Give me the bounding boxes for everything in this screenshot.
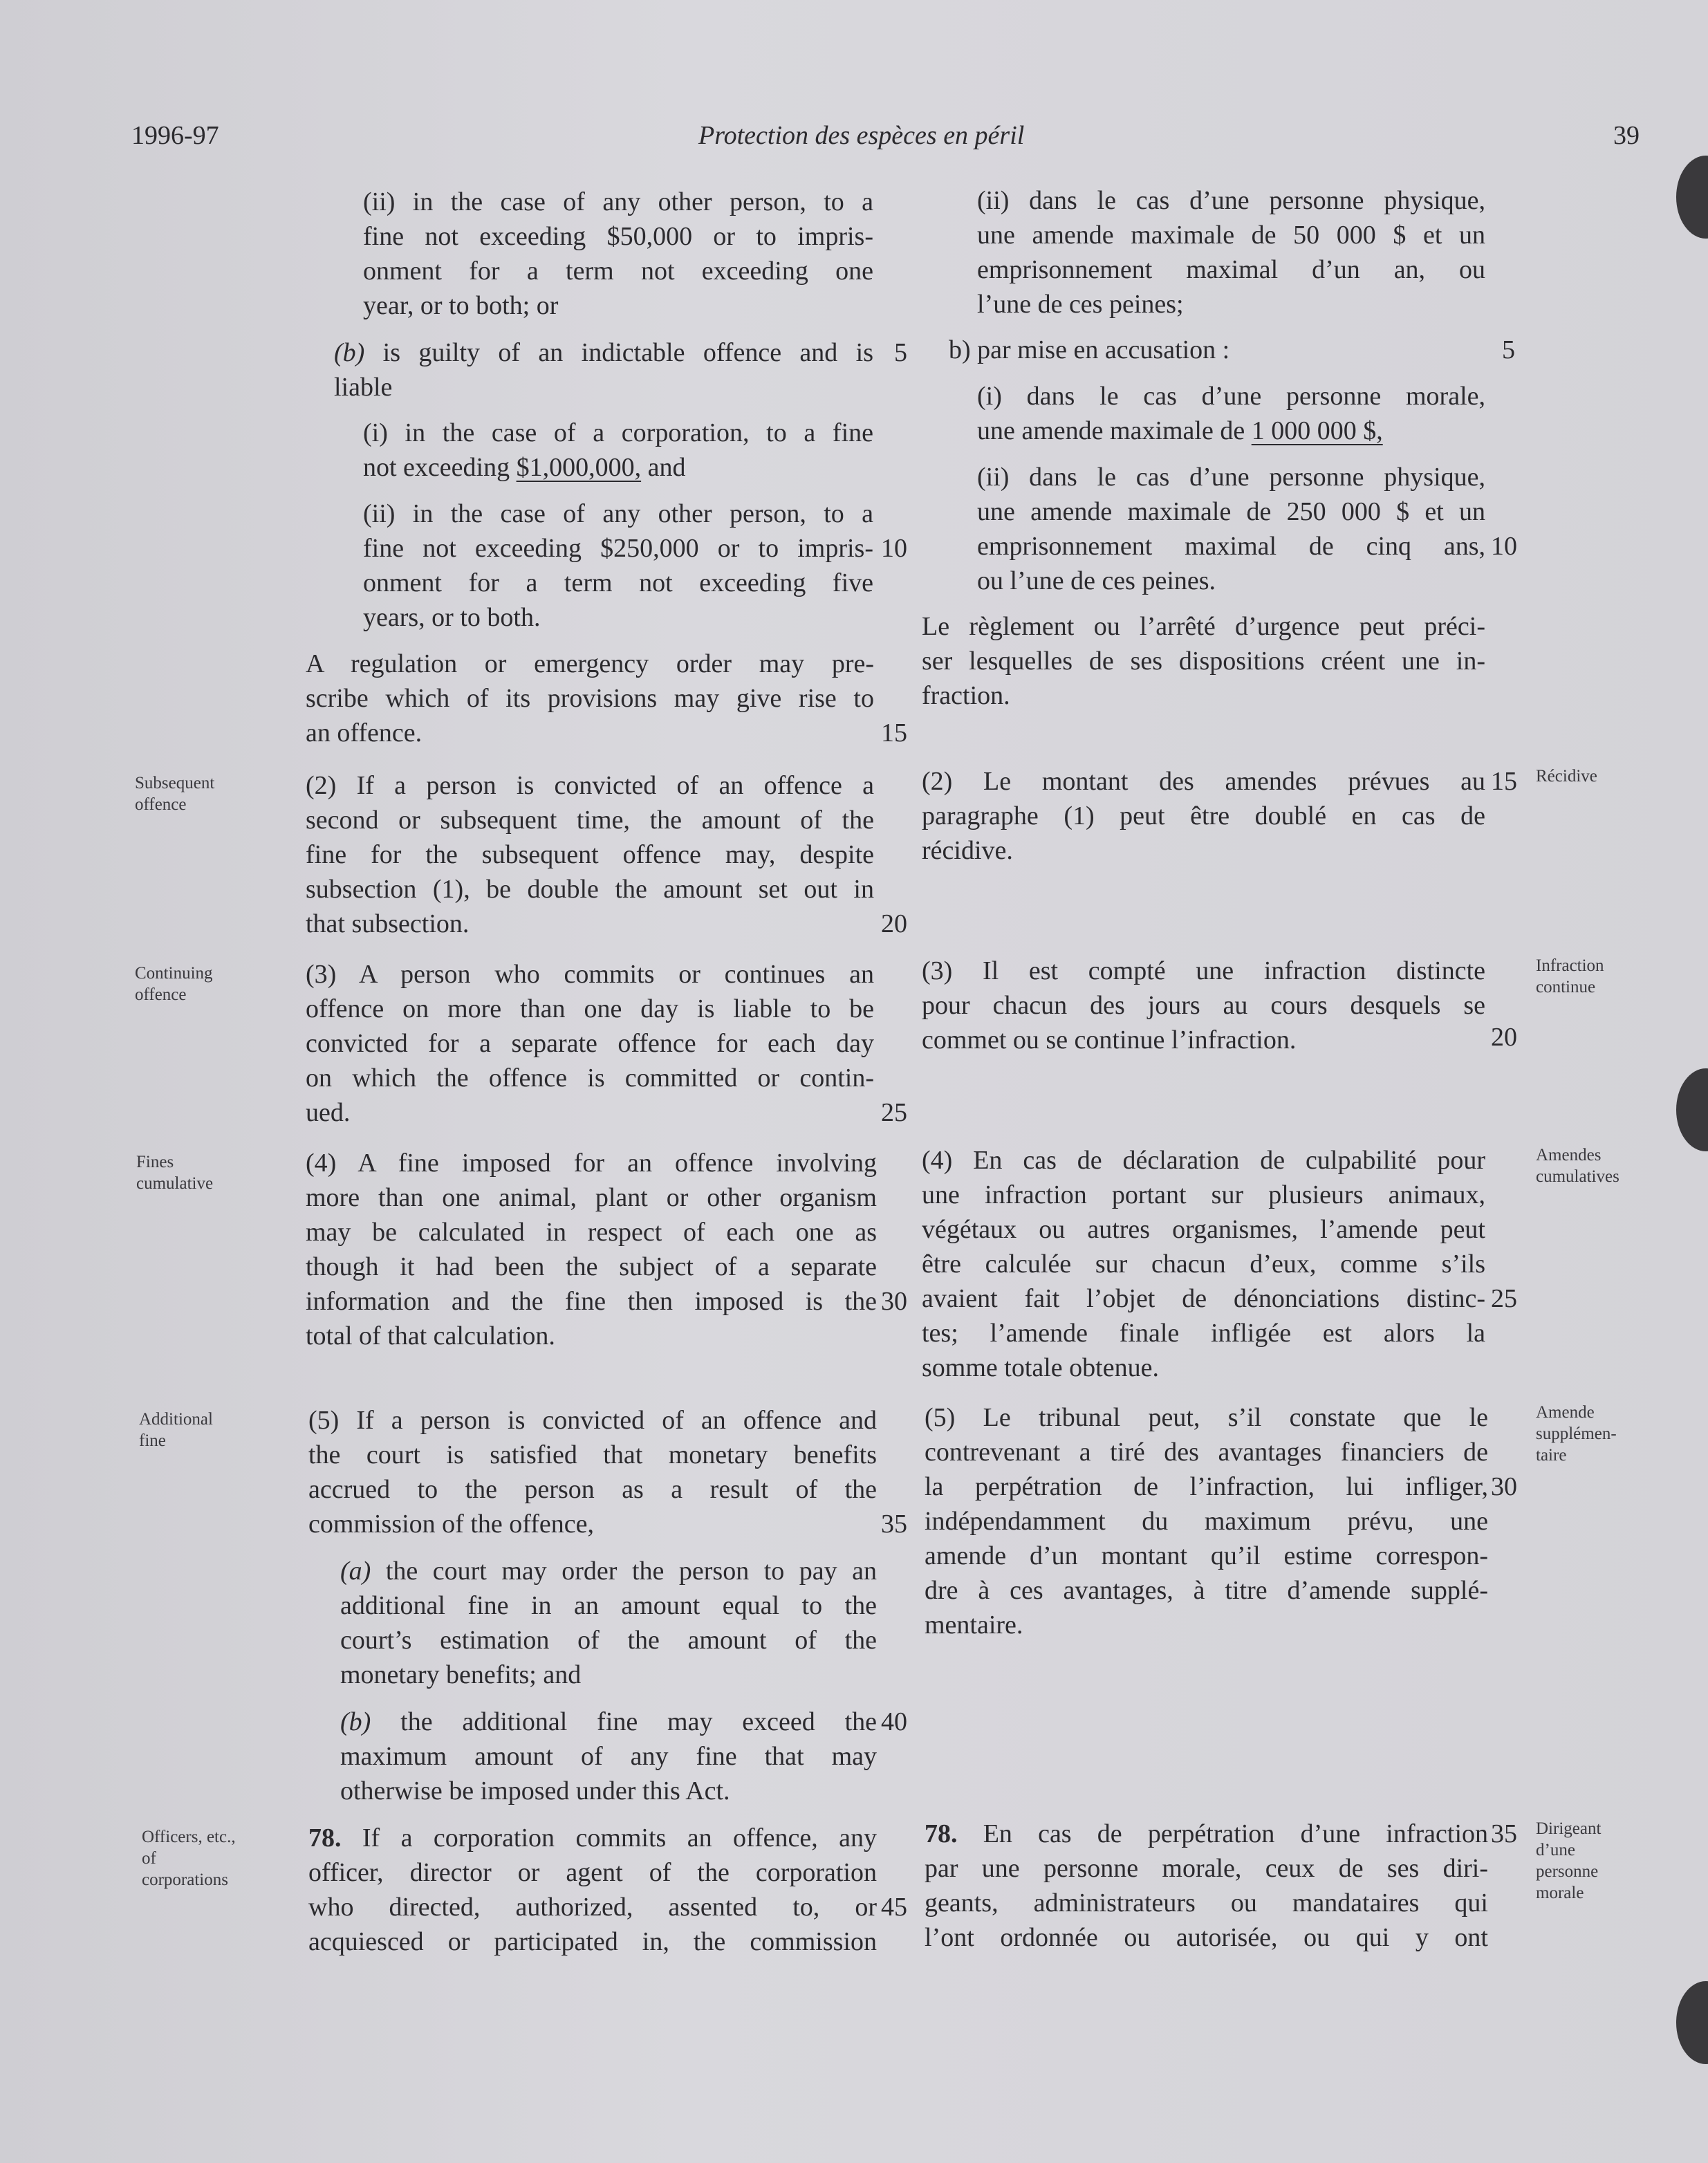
- margin-note-officers-corporations: Officers, etc., of corporations: [142, 1828, 236, 1889]
- en-section-78: 78. If a corporation commits an offence, any officer, director or agent of the corporation who directed, authorized, assented to, or acquiesced or participated in, the commission: [308, 1823, 877, 1956]
- en-para-b-i: (i) in the case of a corporation, to a fine not exceeding $1,000,000, and: [363, 418, 873, 482]
- margin-note-additional-fine: Additional fine: [139, 1410, 213, 1450]
- en-line-number: 20: [881, 909, 907, 938]
- fr-line-number: 15: [1491, 767, 1517, 796]
- en-subsection-5: (5) If a person is convicted of an offence and the court is satisfied that monetary benefits accrued to the person as a result of the commission of the offence,: [308, 1406, 877, 1539]
- fr-subsection-5: (5) Le tribunal peut, s’il constate que le contrevenant a tiré des avantages financiers de la perpétration de l’infraction, lui infliger, indépendamment du maximum prévu, une amende d’un montant qu’il estime correspon- dre à ces avantages, à titre d’amende supplé- mentaire.: [925, 1403, 1488, 1640]
- en-subsection-2: (2) If a person is convicted of an offence a second or subsequent time, the amount of the fine for the subsequent offence may, despite subsection (1), be double the amount set out in that subsection.: [306, 771, 874, 938]
- margin-note-fines-cumulative: Fines cumulative: [136, 1153, 214, 1193]
- en-line-number: 45: [881, 1893, 907, 1922]
- margin-note-continuing-offence: Continuing offence: [135, 964, 213, 1004]
- en-para-b-ii: (ii) in the case of any other person, to a fine not exceeding $250,000 or to impris- onment for a term not exceeding five years, or to both.: [363, 499, 873, 632]
- en-line-number: 10: [881, 534, 907, 563]
- en-subsection-3: (3) A person who commits or continues an offence on more than one day is liable to be convicted for a separate offence for each day on which the offence is committed or contin- ued.: [306, 960, 874, 1127]
- en-regulation-para: A regulation or emergency order may pre- scribe which of its provisions may give rise to an offence.: [306, 649, 874, 748]
- fr-para-b-ii: (ii) dans le cas d’une personne physique, une amende maximale de 250 000 $ et un emprisonnement maximal de cinq ans, ou l’une de ces peines.: [977, 463, 1485, 595]
- fr-para-b-i: (i) dans le cas d’une personne morale, une amende maximale de 1 000 000 $,: [977, 382, 1485, 445]
- en-line-number: 15: [881, 718, 907, 748]
- fr-subsection-4: (4) En cas de déclaration de culpabilité pour une infraction portant sur plusieurs animaux, végétaux ou autres organismes, l’amende peut être calculée sur chacun d’eux, comme s’ils avaient fait l’objet de dénonciations distinc- tes; l’amende finale infligée est alors la somme totale obtenue.: [922, 1146, 1485, 1382]
- en-para-b: (b) is guilty of an indictable offence and is liable: [334, 338, 873, 402]
- page-number: 39: [1613, 121, 1640, 150]
- en-subsection-4: (4) A fine imposed for an offence involving more than one animal, plant or other organism may be calculated in respect of each one as though it had been the subject of a separate information and the fine then imposed is the total of that calculation.: [306, 1149, 877, 1350]
- margin-note-amende-supplementaire: Amende supplémen- taire: [1536, 1403, 1617, 1465]
- en-line-number: 30: [881, 1287, 907, 1316]
- en-para-5b: (b) the additional fine may exceed the maximum amount of any fine that may otherwise be imposed under this Act.: [340, 1707, 878, 1805]
- en-line-number: 35: [881, 1510, 907, 1539]
- fr-line-number: 30: [1491, 1472, 1517, 1501]
- en-para-a-ii: (ii) in the case of any other person, to a fine not exceeding $50,000 or to impris- onment for a term not exceeding one year, or to both; or: [363, 187, 873, 320]
- fr-subsection-3: (3) Il est compté une infraction distincte pour chacun des jours au cours desquels se commet ou se continue l’infraction.: [922, 956, 1485, 1055]
- margin-note-amendes-cumulatives: Amendes cumulatives: [1536, 1146, 1619, 1186]
- header-title: Protection des espèces en péril: [698, 121, 1025, 150]
- margin-note-subsequent-offence: Subsequent offence: [135, 774, 215, 814]
- fr-regulation-para: Le règlement ou l’arrêté d’urgence peut préci- ser lesquelles de ses dispositions créent une in- fraction.: [922, 612, 1485, 710]
- fr-line-number: 20: [1491, 1023, 1517, 1052]
- fr-section-78: 78. En cas de perpétration d’une infraction par une personne morale, ceux de ses diri- geants, administrateurs ou mandataires qui l’ont ordonnée ou autorisée, ou qui y ont: [925, 1819, 1488, 1952]
- fr-line-number: 25: [1491, 1284, 1517, 1313]
- margin-note-recidive: Récidive: [1536, 767, 1597, 786]
- en-para-5a: (a) the court may order the person to pay an additional fine in an amount equal to the court’s estimation of the amount of the monetary benefits; and: [340, 1557, 878, 1689]
- fr-line-number: 5: [1502, 335, 1515, 364]
- en-line-number: 25: [881, 1098, 907, 1127]
- header-year: 1996-97: [131, 121, 219, 150]
- en-line-number: 5: [894, 338, 907, 367]
- fr-line-number: 35: [1491, 1819, 1517, 1848]
- fr-para-b: b) par mise en accusation :: [949, 335, 1230, 364]
- margin-note-dirigeant-personne-morale: Dirigeant d’une personne morale: [1536, 1819, 1602, 1902]
- en-line-number: 40: [881, 1707, 907, 1736]
- fr-line-number: 10: [1491, 532, 1517, 561]
- margin-note-infraction-continue: Infraction continue: [1536, 956, 1604, 996]
- fr-para-a-ii: (ii) dans le cas d’une personne physique, une amende maximale de 50 000 $ et un emprisonnement maximal d’un an, ou l’une de ces peines;: [977, 186, 1485, 319]
- fr-subsection-2: (2) Le montant des amendes prévues au paragraphe (1) peut être doublé en cas de récidive.: [922, 767, 1485, 865]
